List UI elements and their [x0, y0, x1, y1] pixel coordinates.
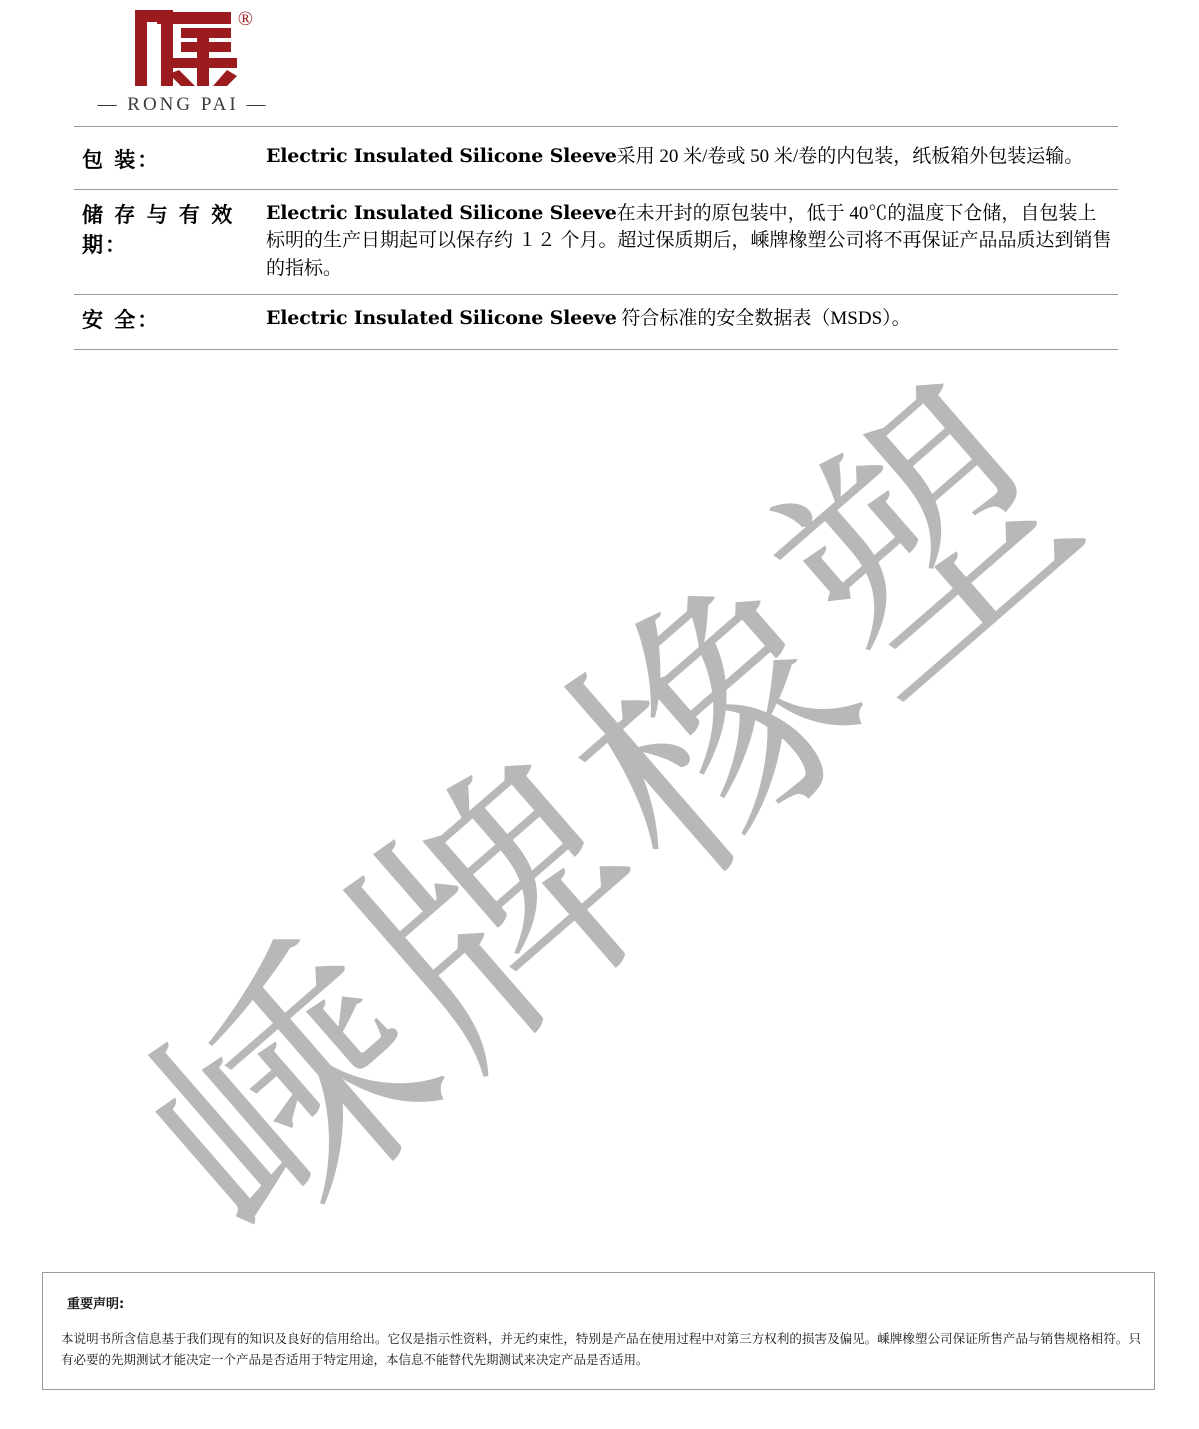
row-text: 符合标准的安全数据表（MSDS）。	[616, 308, 911, 330]
brand-wordmark: — RONG PAI —	[97, 94, 269, 115]
row-label-storage: 储 存 与 有 效 期：	[82, 202, 235, 257]
product-name: Electric Insulated Silicone Sleeve	[266, 201, 617, 224]
disclaimer-title: 重要声明:	[67, 1297, 125, 1312]
disclaimer-box	[42, 1272, 1155, 1390]
row-value-safety	[266, 305, 1118, 333]
row-text: 采用 20 米/卷或 50 米/卷的内包装，纸板箱外包装运输。	[616, 146, 1084, 167]
row-label-safety: 安 全：	[82, 308, 161, 333]
table-row	[74, 295, 1118, 350]
header-divider	[74, 126, 1118, 127]
spec-table	[74, 133, 1118, 350]
brand-logo	[88, 6, 278, 116]
disclaimer-body: 本说明书所含信息基于我们现有的知识及良好的信用给出。它仅是指示性资料，并无约束性，特别是产品在使用过程中对第三方权利的损害及偏见。嵊牌橡塑公司保证所售产品与销售规格相符。只有必要的先期测试才能决定一个产品是否适用于特定用途，本信息不能替代先期测试来决定产品是否适用。	[61, 1331, 1141, 1367]
watermark-text: 嵊牌橡塑	[93, 336, 1136, 1298]
row-label-packaging: 包 装：	[82, 148, 161, 172]
document-header	[0, 0, 1199, 130]
table-row	[74, 190, 1118, 296]
rongpai-seal-logo-icon	[127, 6, 253, 90]
row-value-packaging	[266, 143, 1118, 171]
product-name: Electric Insulated Silicone Sleeve	[266, 307, 617, 330]
row-value-storage	[266, 200, 1118, 283]
row-text: 在未开封的原包装中，低于 40℃的温度下仓储，自包装上标明的生产日期起可以保存约 １２ 个月。超过保质期后，嵊牌橡塑公司将不再保证产品品质达到销售的指标。	[266, 202, 1112, 279]
table-row	[74, 133, 1118, 190]
registered-mark: ®	[237, 8, 253, 30]
product-name: Electric Insulated Silicone Sleeve	[266, 145, 617, 167]
